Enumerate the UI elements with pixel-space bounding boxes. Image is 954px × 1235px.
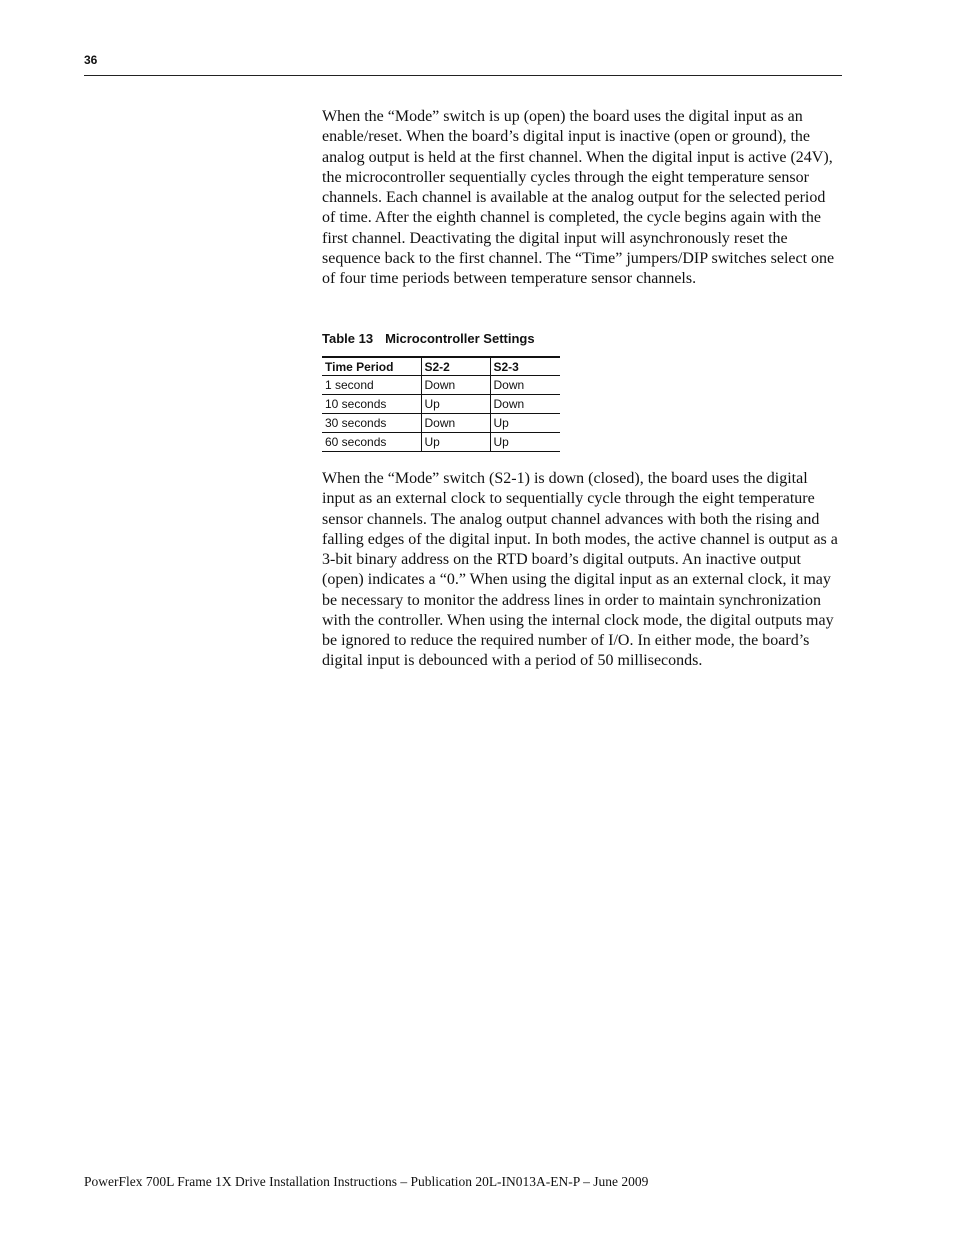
column-header-s2-3: S2-3	[490, 357, 560, 376]
table-cell: Up	[490, 433, 560, 452]
body-paragraph-mode-up: When the “Mode” switch is up (open) the board uses the digital input as an enable/reset. When the board’s digital input is inactive (open or ground), the analog output is held at the first channel. When the digital input is active (24V), the microcontroller sequentially cycles through the eight temperature sensor channels. Each channel is available at the analog output for the selected period of time. After the eighth channel is completed, the cycle begins again with the first channel. Deactivating the digital input will asynchronously reset the sequence back to the first channel. The “Time” jumpers/DIP switches select one of four time periods between temperature sensor channels.	[322, 108, 835, 287]
table-cell: 30 seconds	[322, 414, 421, 433]
table-caption-title: Microcontroller Settings	[385, 331, 535, 346]
table-row	[322, 433, 560, 452]
header-rule	[84, 75, 842, 76]
column-header-s2-2: S2-2	[421, 357, 490, 376]
table-row	[322, 414, 560, 433]
table-row	[322, 376, 560, 395]
table-row	[322, 395, 560, 414]
page-number: 36	[84, 53, 98, 67]
table-cell: 60 seconds	[322, 433, 421, 452]
table-cell: Down	[490, 376, 560, 395]
table-cell: 1 second	[322, 376, 421, 395]
table-cell: Down	[421, 376, 490, 395]
column-header-time-period: Time Period	[322, 357, 421, 376]
table-caption-number: Table 13	[322, 331, 374, 346]
table-cell: Up	[421, 395, 490, 414]
body-paragraph-mode-down: When the “Mode” switch (S2-1) is down (closed), the board uses the digital input as an external clock to sequentially cycle through the eight temperature sensor channels. The analog output channel advances with both the rising and falling edges of the digital input. In both modes, the active channel is output as a 3-bit binary address on the RTD board’s digital outputs. An inactive output (open) indicates a “0.” When using the digital input as an external clock, it may be necessary to monitor the address lines in order to maintain synchronization with the controller. When using the internal clock mode, the digital outputs may be ignored to reduce the required number of I/O. In either mode, the board’s digital input is debounced with a period of 50 milliseconds.	[322, 470, 838, 670]
table-cell: 10 seconds	[322, 395, 421, 414]
table-cell: Down	[490, 395, 560, 414]
table-header-row	[322, 357, 560, 376]
table-caption	[322, 331, 535, 347]
microcontroller-settings-table	[322, 356, 560, 452]
table-cell: Down	[421, 414, 490, 433]
table-cell: Up	[421, 433, 490, 452]
page-footer: PowerFlex 700L Frame 1X Drive Installation Instructions – Publication 20L-IN013A-EN-P – June 2009	[84, 1174, 649, 1189]
table-cell: Up	[490, 414, 560, 433]
